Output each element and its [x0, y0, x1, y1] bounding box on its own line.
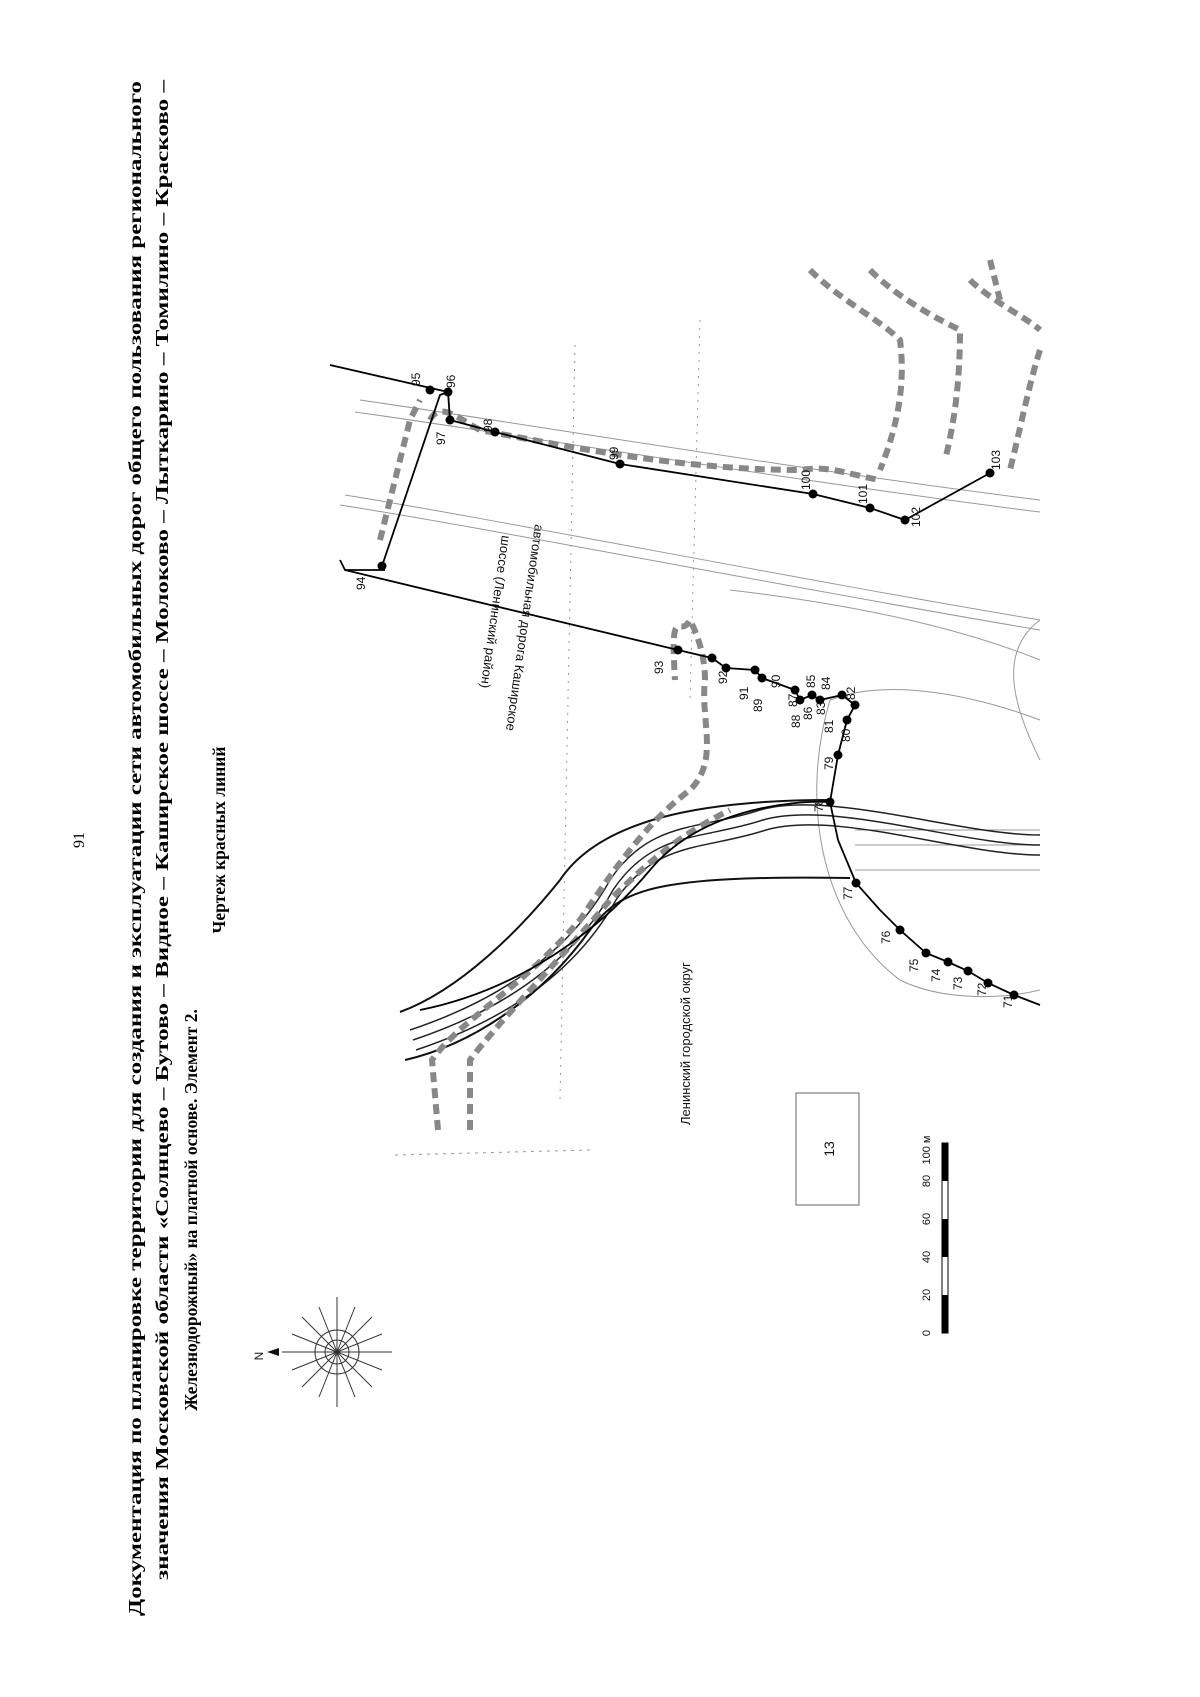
- point-label: 103: [989, 449, 1003, 470]
- scale-tick-label: 0: [921, 1329, 933, 1337]
- point-label: 72: [975, 982, 989, 996]
- point-label: 90: [769, 674, 783, 688]
- scale-tick-label: 60: [921, 1212, 933, 1226]
- point-label: 99: [607, 446, 621, 460]
- point-label: 84: [819, 676, 833, 690]
- point-label: 101: [856, 483, 870, 504]
- point-label: 86: [801, 706, 815, 720]
- page-number: 91: [71, 832, 88, 848]
- scale-bar: [921, 1136, 948, 1337]
- point-label: 80: [839, 728, 853, 742]
- point-label: 76: [879, 930, 893, 944]
- point-label: 74: [929, 968, 943, 982]
- compass-rose-icon: [252, 1297, 392, 1407]
- point-label: 85: [804, 674, 818, 688]
- point-label: 100: [799, 469, 813, 490]
- point-label: 93: [652, 660, 666, 674]
- point-label: 89: [751, 698, 765, 712]
- point-label: 77: [841, 886, 855, 900]
- scale-tick-label: 20: [921, 1288, 933, 1302]
- point-label: 78: [812, 798, 826, 812]
- point-label: 73: [951, 976, 965, 990]
- title-block: [125, 80, 229, 1616]
- point-label: 97: [434, 431, 448, 445]
- scale-tick-label: 40: [921, 1250, 933, 1264]
- compass-north-label: N: [252, 1351, 266, 1361]
- railway-corridor: [400, 800, 1040, 1060]
- point-label: 91: [737, 686, 751, 700]
- plot-number-label: 13: [821, 1141, 837, 1157]
- point-label: 102: [909, 506, 923, 527]
- point-label: 98: [481, 418, 495, 432]
- title-line-4: Чертеж красных линий: [209, 746, 229, 934]
- road-label-line-2: шоссе (Ленинский район): [477, 534, 514, 690]
- dashed-boundaries: [380, 260, 1040, 1130]
- title-line-2: значения Московской области «Солнцево – Бутово – Видное – Каширское шоссе – Молоково – Лыткарино – Томилино – Красково –: [152, 533, 172, 1580]
- point-label: 94: [354, 576, 368, 590]
- point-label: 82: [844, 686, 858, 700]
- scale-tick-label: 100 м: [921, 1135, 933, 1165]
- point-label: 92: [716, 670, 730, 684]
- title-line-1: Документация по планировке территории для создания и эксплуатации сети автомобильных дорог общего пользования регионального: [125, 540, 145, 1616]
- point-label: 96: [444, 374, 458, 388]
- point-label: 71: [1001, 994, 1015, 1008]
- point-label: 88: [789, 714, 803, 728]
- road-label-line-1: автомобильная дорога Каширское: [503, 523, 547, 732]
- point-label: 87: [786, 693, 800, 707]
- point-label: 83: [814, 701, 828, 715]
- point-label: 95: [409, 372, 423, 386]
- point-label: 79: [822, 756, 836, 770]
- district-label: Ленинский городской округ: [678, 962, 693, 1125]
- title-line-3: Железнодорожный» на платной основе. Элемент 2.: [181, 1009, 201, 1411]
- scale-tick-label: 80: [921, 1174, 933, 1188]
- land-plot-13: [796, 1093, 859, 1205]
- point-label: 75: [907, 958, 921, 972]
- point-label: 81: [822, 719, 836, 733]
- red-line-points: [378, 386, 1019, 1000]
